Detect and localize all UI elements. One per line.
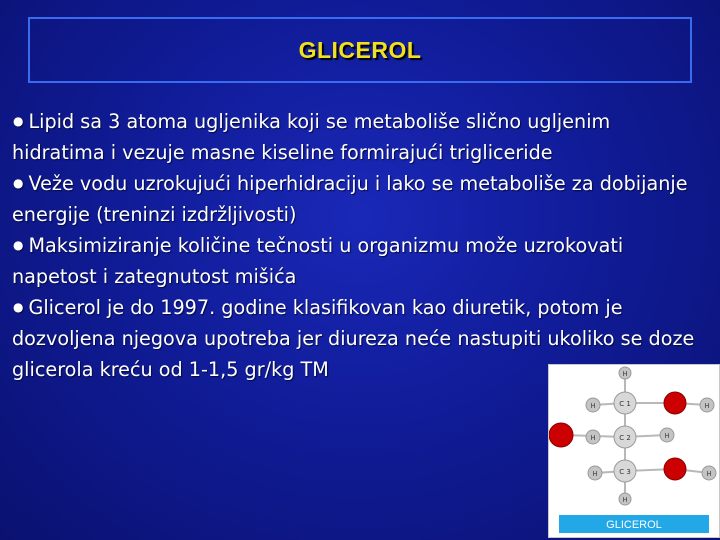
molecule-caption: GLICEROL [606, 519, 662, 531]
bullet-item [12, 230, 702, 292]
atom-label: H [622, 496, 628, 504]
oxygen-atom [664, 458, 686, 480]
bullet-dot: ● [13, 176, 24, 190]
bullet-dot: ● [13, 114, 24, 128]
atom-label: C 3 [619, 468, 631, 476]
atom-label: H [622, 370, 628, 378]
glycerol-molecule-image [548, 364, 720, 538]
bullet-text: Veže vodu uzrokujući hiperhidraciju i lako se metaboliše za dobijanje energije (treninzi izdržljivosti) [12, 172, 688, 226]
bullet-text: Lipid sa 3 atoma ugljenika koji se metaboliše slično ugljenim hidratima i vezuje masne kiseline formirajući trigliceride [12, 110, 611, 164]
oxygen-atom [549, 423, 573, 447]
atom-label: C 2 [619, 434, 631, 442]
title-box [28, 17, 692, 83]
bullet-text: Maksimiziranje količine tečnosti u organizmu može uzrokovati napetost i zategnutost mišića [12, 234, 624, 288]
bullet-dot: ● [13, 238, 24, 252]
bullet-item [12, 168, 702, 230]
atom-label: H [592, 470, 598, 478]
atom-label: C 1 [619, 400, 631, 408]
atom-label: H [590, 402, 596, 410]
bullet-dot: ● [13, 300, 24, 314]
bullet-item [12, 106, 702, 168]
atom-label: H [590, 434, 596, 442]
oxygen-atom [664, 392, 686, 414]
atom-label: H [704, 402, 710, 410]
atom-label: H [706, 470, 712, 478]
atom-label: H [664, 432, 670, 440]
bullet-list [12, 106, 702, 385]
slide-title: GLICEROL [298, 36, 422, 63]
molecule-diagram [549, 365, 719, 537]
bullet-text: Glicerol je do 1997. godine klasifikovan kao diuretik, potom je dozvoljena njegova upotreba jer diureza neće nastupiti ukoliko se doze glicerola kreću od 1-1,5 gr/kg TM [12, 296, 695, 381]
